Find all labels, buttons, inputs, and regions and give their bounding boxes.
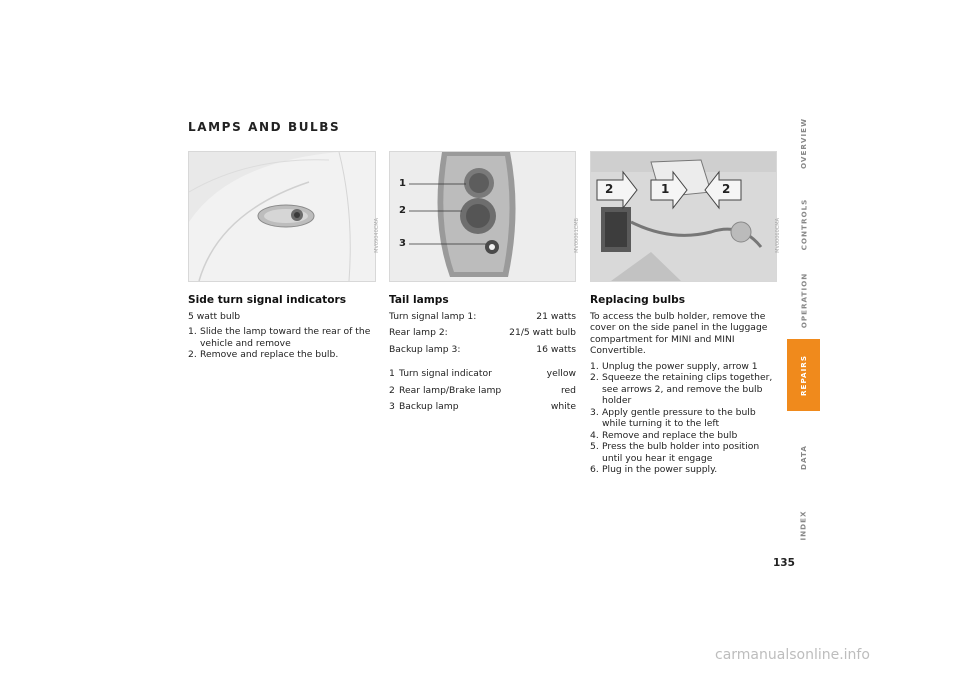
watermark: carmanualsonline.info <box>715 647 870 663</box>
list-item: 5. Press the bulb holder into position until you hear it engage <box>590 441 760 464</box>
list-item: 3. Apply gentle pressure to the bulb while turning it to the left <box>590 406 756 429</box>
tab-data[interactable]: DATA <box>798 444 808 470</box>
callout-label-2: 2 <box>399 205 406 216</box>
callout-label-3: 3 <box>399 238 406 249</box>
replacing-bulbs-section <box>590 295 780 476</box>
legend-row: 3 Backup lamp white <box>389 401 576 412</box>
figure-code: MV00061CMB <box>574 218 580 253</box>
section-tabs <box>787 98 820 411</box>
arrow-label-2-right: 2 <box>722 182 731 196</box>
tab-operation[interactable]: OPERATION <box>799 272 808 328</box>
spec-row: Backup lamp 3: 16 watts <box>389 343 576 355</box>
list-item: 2. Squeeze the retaining clips together, see arrows 2, and remove the bulb holder <box>590 372 773 406</box>
side-indicator-illustration <box>189 152 375 281</box>
bulb-holder-illustration <box>591 152 776 281</box>
list-item: 4. Remove and replace the bulb <box>590 429 738 441</box>
figure-side-indicator <box>188 151 380 282</box>
side-indicators-heading: Side turn signal indicators <box>188 294 346 306</box>
tab-overview[interactable]: OVERVIEW <box>799 117 808 169</box>
replacing-bulbs-heading: Replacing bulbs <box>590 294 686 306</box>
tail-lamps-heading: Tail lamps <box>389 294 449 306</box>
tab-index[interactable]: INDEX <box>798 509 808 541</box>
spec-row: Turn signal lamp 1: 21 watts <box>389 310 576 322</box>
figure-tail-lamps <box>389 151 580 282</box>
arrow-label-1: 1 <box>661 182 670 196</box>
callout-label-1: 1 <box>399 178 406 189</box>
spec-row: Rear lamp 2: 21/5 watt bulb <box>389 327 576 338</box>
replacing-bulbs-steps <box>590 361 780 476</box>
list-item: 1. Slide the lamp toward the rear of the vehicle and remove <box>188 326 371 349</box>
side-indicators-intro: 5 watt bulb <box>188 310 241 322</box>
tab-controls[interactable]: CONTROLS <box>799 198 808 251</box>
tab-repairs[interactable]: REPAIRS <box>787 339 820 411</box>
list-item: 6. Plug in the power supply. <box>590 464 718 475</box>
tail-lamps-section <box>389 295 576 418</box>
tail-lamp-illustration <box>390 152 575 281</box>
figure-bulb-holder <box>590 151 781 282</box>
page-number: 135 <box>773 557 795 569</box>
side-indicators-section <box>188 295 375 361</box>
legend-row: 1 Turn signal indicator yellow <box>389 368 576 379</box>
side-indicators-steps <box>188 326 375 361</box>
section-title: LAMPS AND BULBS <box>188 120 341 134</box>
legend-row: 2 Rear lamp/Brake lamp red <box>389 384 576 396</box>
figure-code: MV00060CMA <box>775 218 781 253</box>
figure-code: MV09040CMA <box>374 218 380 253</box>
list-item: 2. Remove and replace the bulb. <box>188 349 339 360</box>
replacing-bulbs-intro: To access the bulb holder, remove the cover on the side panel in the luggage compartment for MINI and MINI Convertible. <box>590 310 768 356</box>
arrow-label-2-left: 2 <box>605 182 614 196</box>
list-item: 1. Unplug the power supply, arrow 1 <box>590 360 758 372</box>
